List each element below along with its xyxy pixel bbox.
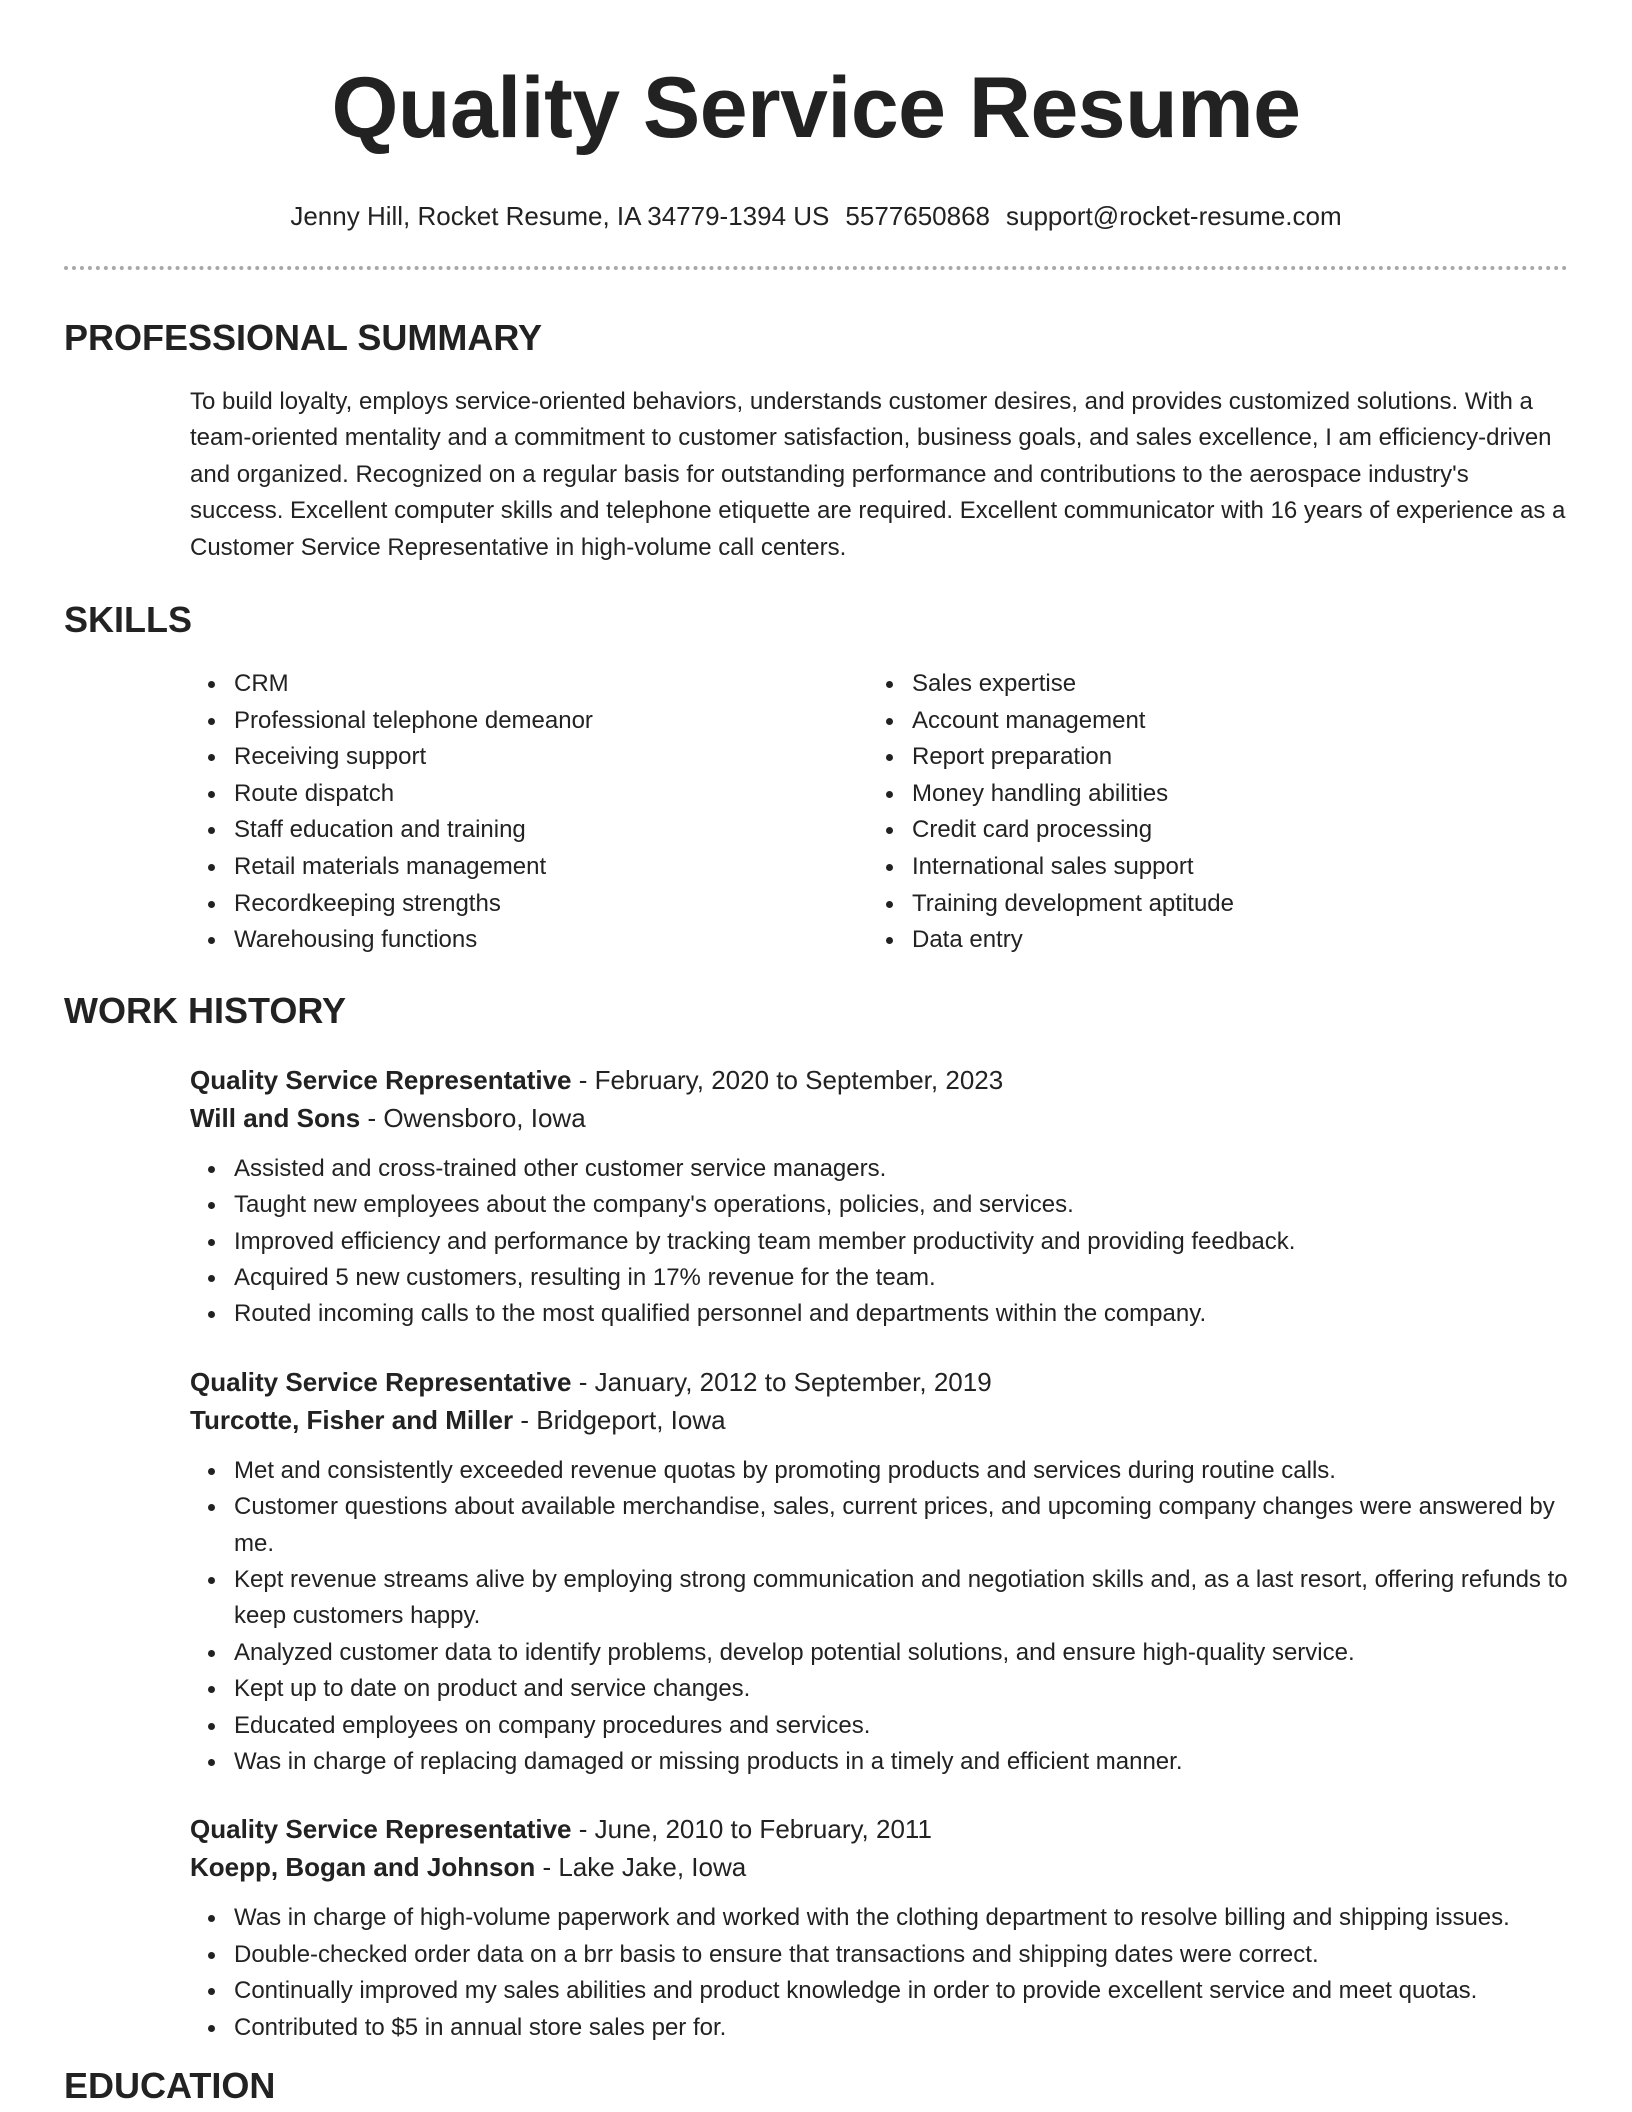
job-company: Will and Sons bbox=[190, 1102, 361, 1133]
skill-item: Recordkeeping strengths bbox=[234, 886, 912, 923]
job-dates: - June, 2010 to February, 2011 bbox=[571, 1814, 932, 1845]
skill-item: Warehousing functions bbox=[234, 922, 912, 959]
skills-heading: SKILLS bbox=[64, 599, 193, 641]
education-heading: EDUCATION bbox=[64, 2065, 276, 2107]
skill-item: Sales expertise bbox=[912, 666, 1234, 703]
job-title: Quality Service Representative bbox=[190, 1814, 572, 1845]
job-company: Turcotte, Fisher and Miller bbox=[190, 1404, 514, 1435]
job-bullet: Taught new employees about the company's operations, policies, and services. bbox=[234, 1187, 1568, 1223]
job-company-line bbox=[190, 1401, 1568, 1439]
contact-address: Jenny Hill, Rocket Resume, IA 34779-1394 US bbox=[290, 201, 830, 231]
skills-left-list bbox=[64, 666, 912, 959]
skill-item: Retail materials management bbox=[234, 849, 912, 886]
job-title-line bbox=[190, 1810, 1568, 1848]
job-bullet: Acquired 5 new customers, resulting in 17% revenue for the team. bbox=[234, 1260, 1568, 1296]
job-location: - Bridgeport, Iowa bbox=[513, 1404, 726, 1435]
job-bullets bbox=[190, 1900, 1568, 2046]
job-bullet: Analyzed customer data to identify problems, develop potential solutions, and ensure high-quality service. bbox=[234, 1635, 1568, 1671]
job-entry bbox=[190, 1810, 1568, 2046]
job-dates: - January, 2012 to September, 2019 bbox=[571, 1366, 992, 1397]
resume-title: Quality Service Resume bbox=[331, 60, 1301, 156]
skill-item: Account management bbox=[912, 703, 1234, 740]
job-company: Koepp, Bogan and Johnson bbox=[190, 1852, 536, 1883]
job-location: - Lake Jake, Iowa bbox=[535, 1852, 747, 1883]
summary-heading: PROFESSIONAL SUMMARY bbox=[64, 317, 543, 358]
skills-column-left bbox=[64, 666, 912, 959]
contact-email: support@rocket-resume.com bbox=[1006, 201, 1342, 231]
skill-item: Receiving support bbox=[234, 739, 912, 776]
skill-item: Credit card processing bbox=[912, 812, 1234, 849]
job-bullets bbox=[190, 1151, 1568, 1333]
job-bullet: Was in charge of replacing damaged or missing products in a timely and efficient manner. bbox=[234, 1744, 1568, 1780]
job-bullet: Continually improved my sales abilities and product knowledge in order to provide excellent service and meet quotas. bbox=[234, 1973, 1568, 2009]
job-title-line bbox=[190, 1363, 1568, 1401]
skill-item: Money handling abilities bbox=[912, 776, 1234, 813]
job-bullet: Contributed to $5 in annual store sales per for. bbox=[234, 2010, 1568, 2046]
summary-text: To build loyalty, employs service-oriented behaviors, understands customer desires, and provides customized solutions. With a team-oriented mentality and a commitment to customer satisfaction, business goals, and sales excellence, I am efficiency-driven and organized. Recognized on a regular basis for outstanding performance and contributions to the aerospace industry's success. Excellent computer skills and telephone etiquette are required. Excellent communicator with 16 years of experience as a Customer Service Representative in high-volume call centers. bbox=[190, 388, 1566, 561]
job-bullet: Double-checked order data on a brr basis to ensure that transactions and shipping dates were correct. bbox=[234, 1937, 1568, 1973]
skill-item: CRM bbox=[234, 666, 912, 703]
job-bullet: Customer questions about available merchandise, sales, current prices, and upcoming company changes were answered by me. bbox=[234, 1489, 1568, 1562]
job-bullets bbox=[190, 1453, 1568, 1781]
job-title-line bbox=[190, 1061, 1568, 1099]
work-history-heading: WORK HISTORY bbox=[64, 989, 347, 1031]
job-location: - Owensboro, Iowa bbox=[360, 1102, 586, 1133]
job-bullet: Assisted and cross-trained other customer service managers. bbox=[234, 1151, 1568, 1187]
contact-phone: 5577650868 bbox=[845, 201, 991, 231]
job-bullet: Met and consistently exceeded revenue quotas by promoting products and services during routine calls. bbox=[234, 1453, 1568, 1489]
skill-item: Data entry bbox=[912, 922, 1234, 959]
job-title: Quality Service Representative bbox=[190, 1366, 572, 1397]
job-dates: - February, 2020 to September, 2023 bbox=[571, 1064, 1004, 1095]
skill-item: Route dispatch bbox=[234, 776, 912, 813]
job-title: Quality Service Representative bbox=[190, 1064, 572, 1095]
job-company-line bbox=[190, 1099, 1568, 1137]
job-bullet: Kept revenue streams alive by employing strong communication and negotiation skills and, as a last resort, offering refunds to keep customers happy. bbox=[234, 1562, 1568, 1635]
job-entry bbox=[190, 1061, 1568, 1333]
skill-item: Staff education and training bbox=[234, 812, 912, 849]
job-entry bbox=[190, 1363, 1568, 1781]
contact-line bbox=[64, 198, 1568, 234]
skill-item: Professional telephone demeanor bbox=[234, 703, 912, 740]
job-company-line bbox=[190, 1848, 1568, 1886]
skills-list bbox=[64, 666, 1568, 959]
skill-item: Report preparation bbox=[912, 739, 1234, 776]
skills-column-right bbox=[912, 666, 1234, 959]
job-bullet: Routed incoming calls to the most qualified personnel and departments within the company. bbox=[234, 1296, 1568, 1332]
skill-item: International sales support bbox=[912, 849, 1234, 886]
skill-item: Training development aptitude bbox=[912, 886, 1234, 923]
job-bullet: Was in charge of high-volume paperwork and worked with the clothing department to resolve billing and shipping issues. bbox=[234, 1900, 1568, 1936]
skills-right-list bbox=[912, 666, 1234, 959]
job-bullet: Kept up to date on product and service changes. bbox=[234, 1671, 1568, 1707]
header-divider bbox=[64, 266, 1568, 270]
job-bullet: Educated employees on company procedures and services. bbox=[234, 1708, 1568, 1744]
job-bullet: Improved efficiency and performance by tracking team member productivity and providing feedback. bbox=[234, 1224, 1568, 1260]
